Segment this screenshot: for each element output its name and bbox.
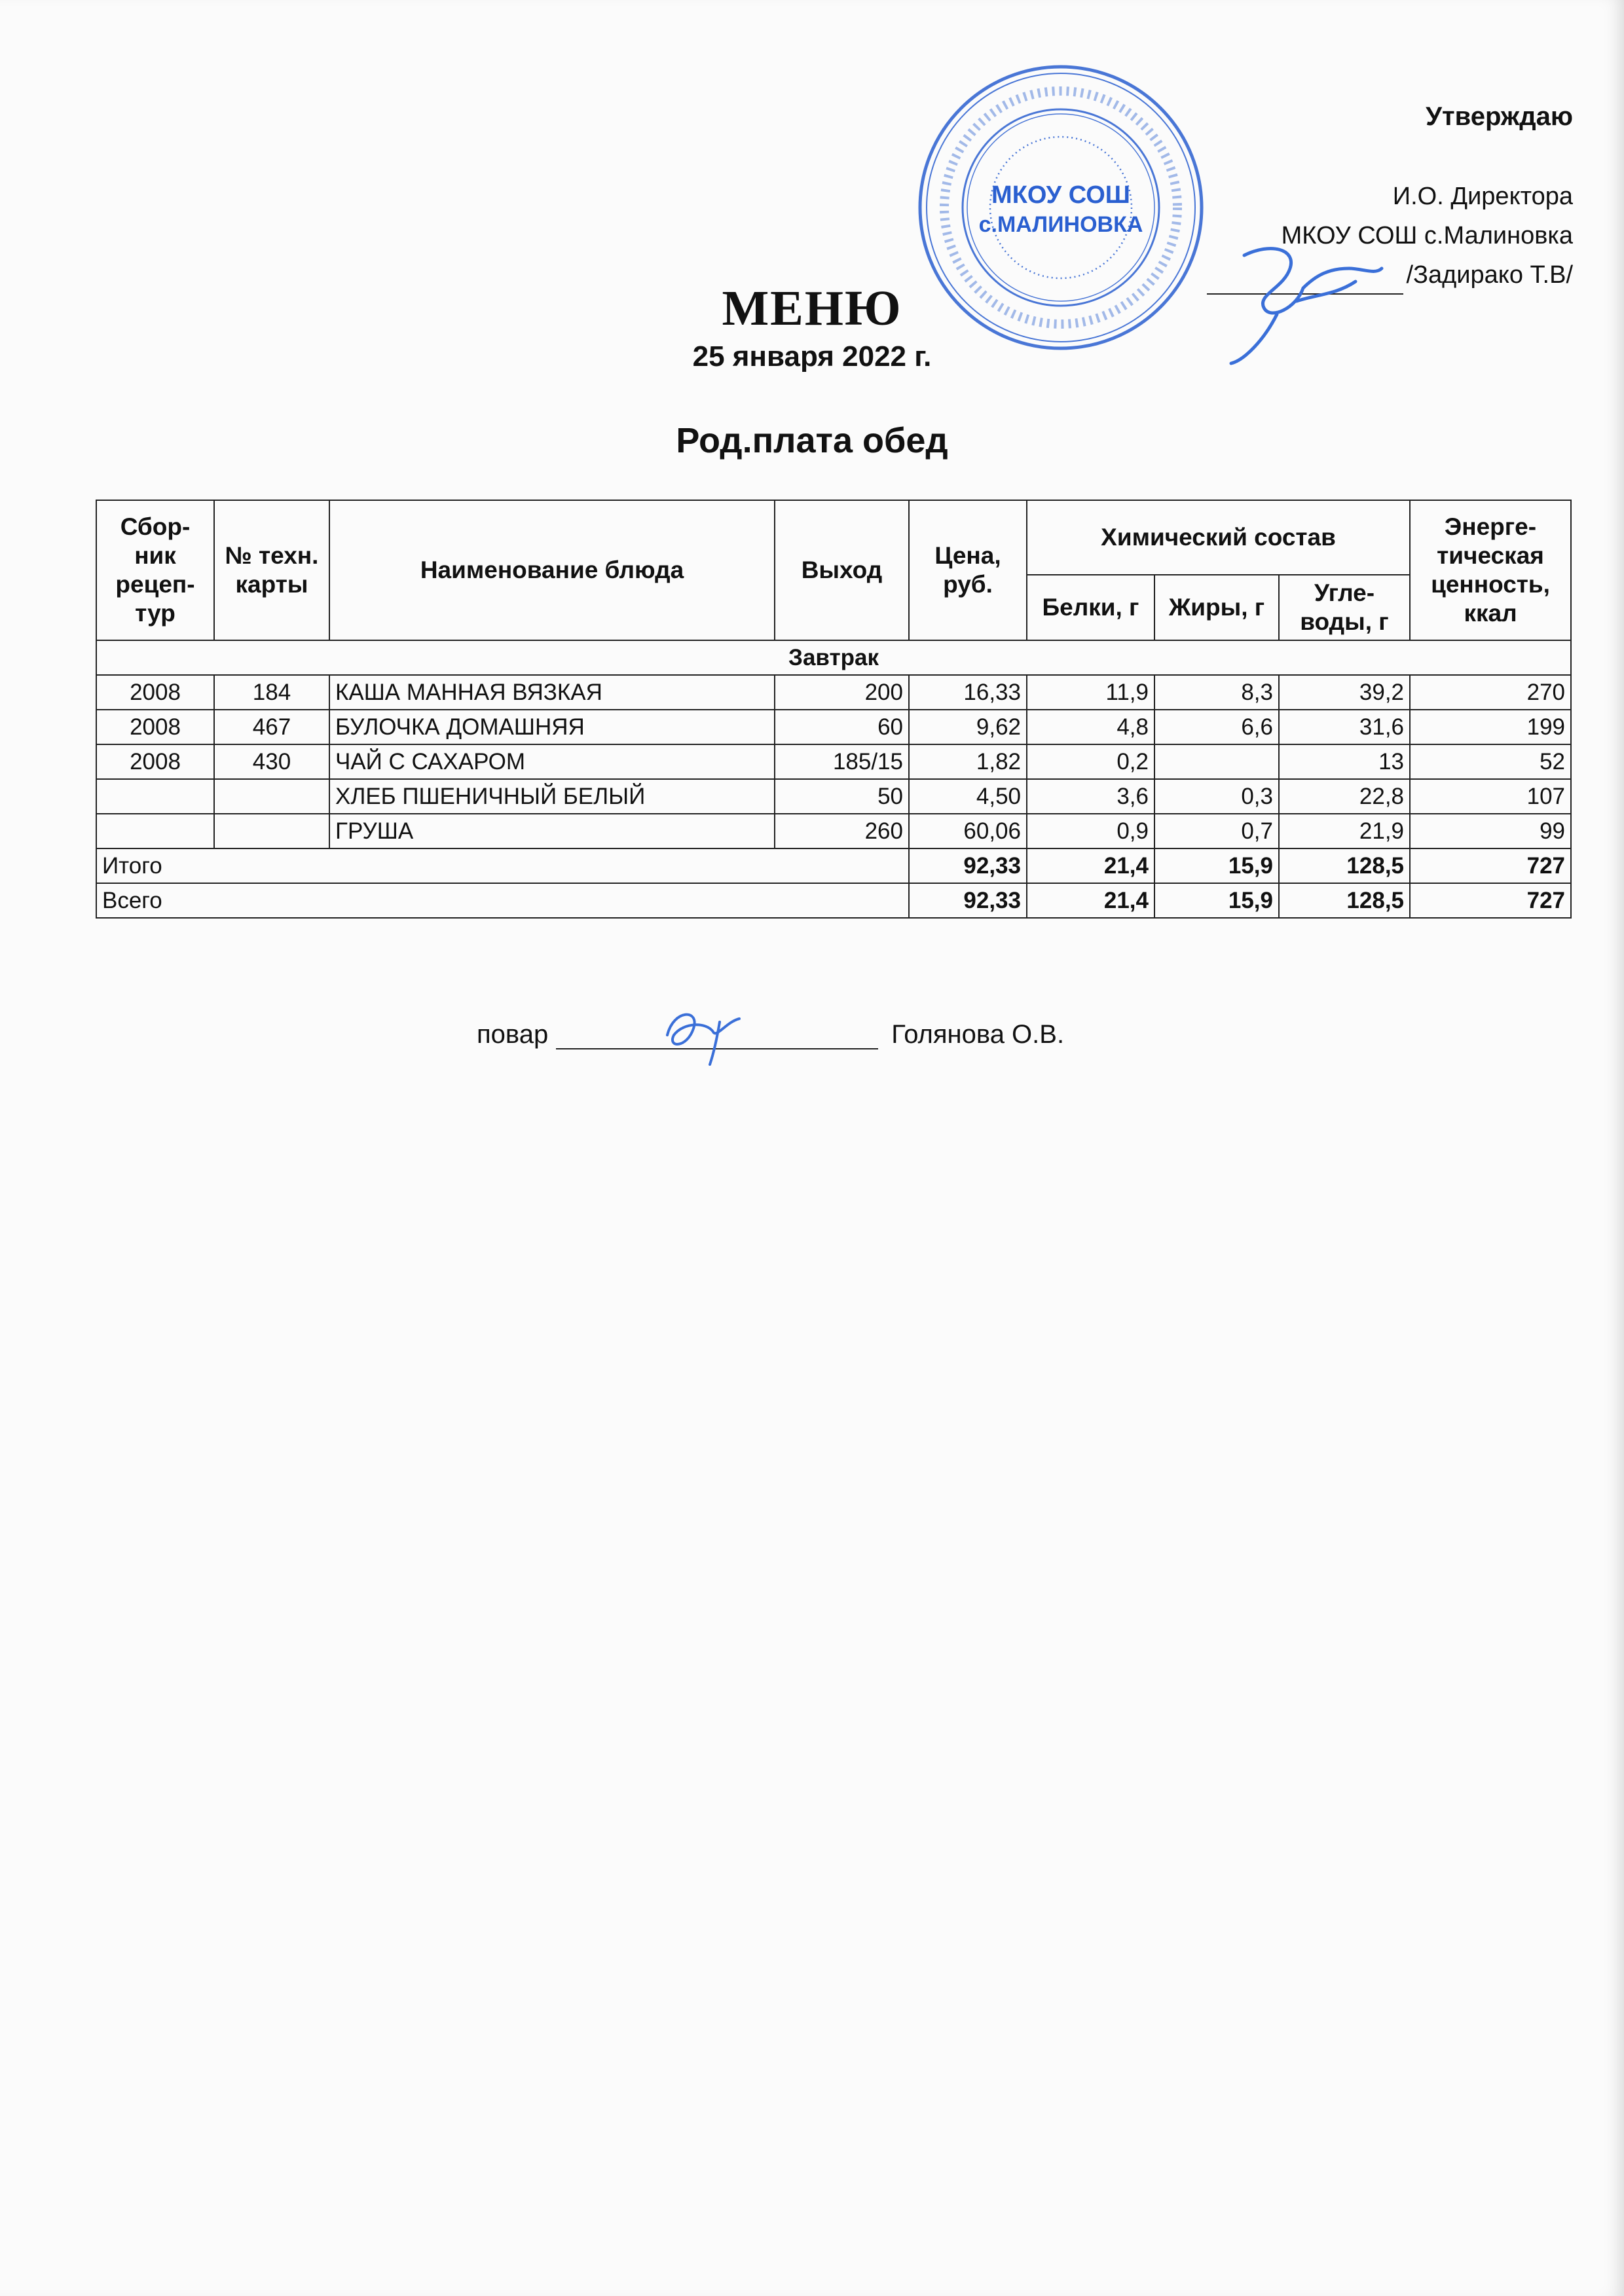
total-fat: 15,9 bbox=[1154, 883, 1279, 918]
cell-card: 430 bbox=[214, 744, 329, 779]
cell-energy: 199 bbox=[1410, 710, 1571, 744]
cell-card: 467 bbox=[214, 710, 329, 744]
cell-price: 60,06 bbox=[909, 814, 1027, 848]
cell-dish: ХЛЕБ ПШЕНИЧНЫЙ БЕЛЫЙ bbox=[329, 779, 775, 814]
cell-fat: 0,3 bbox=[1154, 779, 1279, 814]
cell-output: 260 bbox=[775, 814, 909, 848]
cell-collection: 2008 bbox=[96, 675, 214, 710]
cell-collection: 2008 bbox=[96, 710, 214, 744]
cell-collection: 2008 bbox=[96, 744, 214, 779]
cell-output: 200 bbox=[775, 675, 909, 710]
document-date: 25 января 2022 г. bbox=[692, 340, 932, 373]
total-row bbox=[96, 883, 1571, 918]
total-protein: 21,4 bbox=[1027, 883, 1154, 918]
cell-protein: 0,2 bbox=[1027, 744, 1154, 779]
total-label: Всего bbox=[96, 883, 909, 918]
cell-carbs: 13 bbox=[1279, 744, 1410, 779]
cook-signature-block bbox=[477, 1020, 1064, 1049]
subtotal-energy: 727 bbox=[1410, 848, 1571, 883]
cell-dish: ГРУША bbox=[329, 814, 775, 848]
col-price: Цена, руб. bbox=[909, 500, 1027, 640]
cell-energy: 270 bbox=[1410, 675, 1571, 710]
table-row bbox=[96, 675, 1571, 710]
cell-carbs: 22,8 bbox=[1279, 779, 1410, 814]
cell-fat: 6,6 bbox=[1154, 710, 1279, 744]
cell-energy: 107 bbox=[1410, 779, 1571, 814]
col-collection: Сбор-ник рецеп-тур bbox=[96, 500, 214, 640]
cell-output: 185/15 bbox=[775, 744, 909, 779]
stamp-line-2: с.МАЛИНОВКА bbox=[978, 212, 1143, 237]
cell-carbs: 21,9 bbox=[1279, 814, 1410, 848]
col-carbs: Угле-воды, г bbox=[1279, 575, 1410, 640]
total-energy: 727 bbox=[1410, 883, 1571, 918]
cell-energy: 99 bbox=[1410, 814, 1571, 848]
cell-carbs: 31,6 bbox=[1279, 710, 1410, 744]
cell-dish: БУЛОЧКА ДОМАШНЯЯ bbox=[329, 710, 775, 744]
cell-protein: 4,8 bbox=[1027, 710, 1154, 744]
cell-price: 1,82 bbox=[909, 744, 1027, 779]
total-carbs: 128,5 bbox=[1279, 883, 1410, 918]
cell-protein: 3,6 bbox=[1027, 779, 1154, 814]
cell-energy: 52 bbox=[1410, 744, 1571, 779]
cell-output: 50 bbox=[775, 779, 909, 814]
cell-price: 4,50 bbox=[909, 779, 1027, 814]
document-subtitle: Род.плата обед bbox=[676, 421, 948, 460]
col-dish: Наименование блюда bbox=[329, 500, 775, 640]
cell-price: 16,33 bbox=[909, 675, 1027, 710]
cell-protein: 0,9 bbox=[1027, 814, 1154, 848]
cell-output: 60 bbox=[775, 710, 909, 744]
cell-carbs: 39,2 bbox=[1279, 675, 1410, 710]
col-protein: Белки, г bbox=[1027, 575, 1154, 640]
subtotal-protein: 21,4 bbox=[1027, 848, 1154, 883]
cell-card bbox=[214, 814, 329, 848]
cell-collection bbox=[96, 814, 214, 848]
document-title: МЕНЮ bbox=[722, 281, 902, 336]
cook-name: Голянова О.В. bbox=[891, 1020, 1065, 1049]
approval-title: Утверждаю bbox=[1426, 102, 1573, 131]
section-title: Завтрак bbox=[96, 640, 1571, 675]
col-chem: Химический состав bbox=[1027, 500, 1410, 575]
cell-fat: 8,3 bbox=[1154, 675, 1279, 710]
cook-role: повар bbox=[477, 1020, 549, 1049]
table-row bbox=[96, 710, 1571, 744]
subtotal-label: Итого bbox=[96, 848, 909, 883]
cell-protein: 11,9 bbox=[1027, 675, 1154, 710]
total-price: 92,33 bbox=[909, 883, 1027, 918]
col-energy: Энерге-тическая ценность, ккал bbox=[1410, 500, 1571, 640]
cell-price: 9,62 bbox=[909, 710, 1027, 744]
table-header-row bbox=[96, 500, 1571, 575]
approval-position: И.О. Директора bbox=[1392, 183, 1573, 210]
col-card: № техн. карты bbox=[214, 500, 329, 640]
subtotal-row bbox=[96, 848, 1571, 883]
cell-collection bbox=[96, 779, 214, 814]
table-row bbox=[96, 779, 1571, 814]
cell-card bbox=[214, 779, 329, 814]
subtotal-fat: 15,9 bbox=[1154, 848, 1279, 883]
subtotal-price: 92,33 bbox=[909, 848, 1027, 883]
cell-dish: КАША МАННАЯ ВЯЗКАЯ bbox=[329, 675, 775, 710]
col-output: Выход bbox=[775, 500, 909, 640]
section-row bbox=[96, 640, 1571, 675]
cook-signature-line bbox=[556, 1022, 878, 1049]
approval-organization: МКОУ СОШ с.Малиновка bbox=[1281, 222, 1573, 249]
subtotal-carbs: 128,5 bbox=[1279, 848, 1410, 883]
cell-card: 184 bbox=[214, 675, 329, 710]
cook-signature bbox=[654, 996, 759, 1068]
cell-dish: ЧАЙ С САХАРОМ bbox=[329, 744, 775, 779]
stamp-line-1: МКОУ СОШ bbox=[991, 181, 1130, 209]
approval-signer: /Задирако Т.В/ bbox=[1406, 261, 1573, 289]
cell-fat: 0,7 bbox=[1154, 814, 1279, 848]
table-row bbox=[96, 744, 1571, 779]
col-fat: Жиры, г bbox=[1154, 575, 1279, 640]
table-row bbox=[96, 814, 1571, 848]
cell-fat bbox=[1154, 744, 1279, 779]
menu-table bbox=[96, 500, 1572, 919]
